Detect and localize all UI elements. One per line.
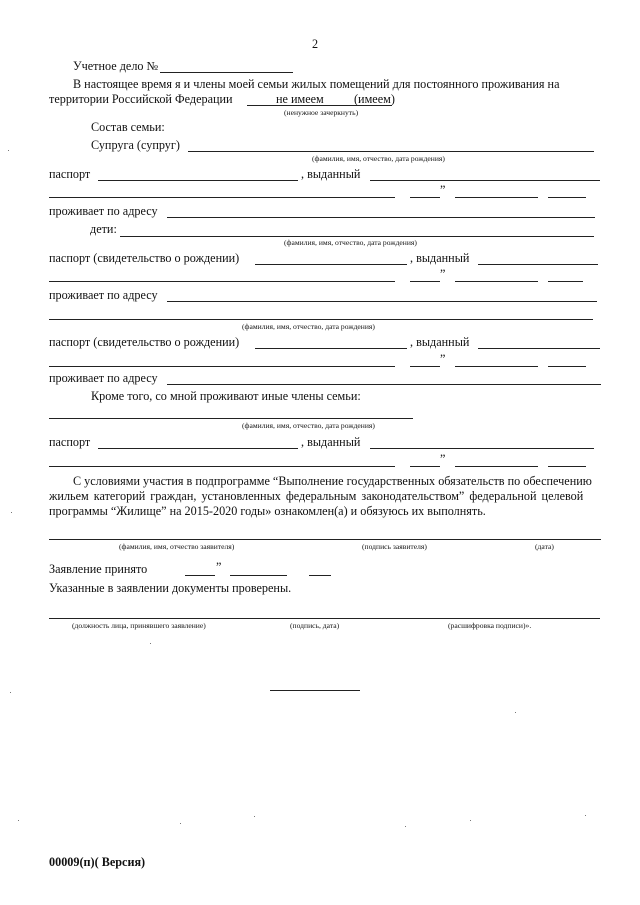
child1-date-month-line[interactable]: [455, 281, 538, 282]
child1-issued-line[interactable]: [478, 264, 598, 265]
children-label: дети:: [90, 222, 117, 236]
spouse-issued-label: , выданный: [301, 167, 361, 181]
accepted-label: Заявление принято: [49, 562, 148, 576]
spouse-issued-by-line[interactable]: [49, 197, 395, 198]
child1-date-day-line[interactable]: [410, 281, 440, 282]
scan-speck: [254, 816, 255, 817]
official-signature-line[interactable]: [49, 618, 600, 619]
accepted-day-line[interactable]: [185, 575, 215, 576]
child1-passport-label: паспорт (свидетельство о рождении): [49, 251, 240, 265]
scan-speck: [515, 712, 516, 713]
housing-option-line: [247, 105, 392, 106]
spouse-date-month-line[interactable]: [455, 197, 538, 198]
other-member-fio-hint: (фамилия, имя, отчество, дата рождения): [242, 421, 375, 430]
other-member-name-line[interactable]: [49, 418, 413, 419]
spouse-address-line[interactable]: [167, 217, 595, 218]
spouse-issued-line[interactable]: [370, 180, 600, 181]
spouse-date-day-line[interactable]: [410, 197, 440, 198]
child2-address-line[interactable]: [167, 384, 601, 385]
conditions-line-2: жильем категорий граждан, установленных федеральным законодательством” федеральной целевой: [49, 489, 584, 503]
child2-passport-label: паспорт (свидетельство о рождении): [49, 335, 240, 349]
child2-date-quote: ”: [440, 352, 446, 366]
child1-fio-hint: (фамилия, имя, отчество, дата рождения): [284, 238, 417, 247]
child1-address-line[interactable]: [167, 301, 597, 302]
spouse-date-year-line[interactable]: [548, 197, 586, 198]
option-none: не имеем: [276, 92, 324, 106]
spouse-date-quote: ”: [440, 183, 446, 197]
child1-issued-by-line[interactable]: [49, 281, 395, 282]
scan-speck: [18, 820, 19, 821]
child2-issued-by-line[interactable]: [49, 366, 395, 367]
other-member-passport-line[interactable]: [98, 448, 298, 449]
scan-speck: [470, 820, 471, 821]
child2-fio-hint: (фамилия, имя, отчество, дата рождения): [242, 322, 375, 331]
official-sign-date-hint: (подпись, дата): [290, 621, 340, 630]
child1-issued-label: , выданный: [410, 251, 470, 265]
child1-name-line[interactable]: [120, 236, 594, 237]
spouse-passport-line[interactable]: [98, 180, 298, 181]
child2-date-month-line[interactable]: [455, 366, 538, 367]
child2-date-year-line[interactable]: [548, 366, 586, 367]
child1-date-quote: ”: [440, 267, 446, 281]
spouse-address-label: проживает по адресу: [49, 204, 158, 218]
scan-speck: [8, 150, 9, 151]
strike-note: (ненужное зачеркнуть): [284, 108, 359, 117]
child1-date-year-line[interactable]: [548, 281, 583, 282]
account-label: Учетное дело №: [73, 59, 159, 73]
scan-speck: [180, 823, 181, 824]
scan-speck: [150, 643, 151, 644]
other-member-date-month-line[interactable]: [455, 466, 538, 467]
intro-line-1: В настоящее время я и члены моей семьи жилых помещений для постоянного проживания на: [73, 77, 560, 91]
spouse-name-line[interactable]: [188, 151, 594, 152]
applicant-fio-hint: (фамилия, имя, отчество заявителя): [119, 542, 235, 551]
other-member-issued-by-line[interactable]: [49, 466, 395, 467]
page-number: 2: [312, 37, 319, 51]
conditions-line-3: программы “Жилище” на 2015-2020 годы» ознакомлен(а) и обязуюсь их выполнять.: [49, 504, 486, 518]
family-heading: Состав семьи:: [91, 120, 165, 134]
scan-speck: [10, 692, 11, 693]
other-member-issued-line[interactable]: [370, 448, 594, 449]
other-members-label: Кроме того, со мной проживают иные члены семьи:: [91, 389, 361, 403]
applicant-date-hint: (дата): [535, 542, 554, 551]
other-member-date-day-line[interactable]: [410, 466, 440, 467]
applicant-signature-line[interactable]: [49, 539, 601, 540]
account-number-line[interactable]: [160, 72, 293, 73]
intro-line-2: территории Российской Федерации: [49, 92, 233, 106]
child2-issued-line[interactable]: [478, 348, 600, 349]
scan-speck: [405, 826, 406, 827]
official-position-hint: (должность лица, принявшего заявление): [72, 621, 206, 630]
other-member-date-year-line[interactable]: [548, 466, 586, 467]
child2-date-day-line[interactable]: [410, 366, 440, 367]
spouse-label: Супруга (супруг): [91, 138, 180, 152]
option-have: (имеем): [354, 92, 395, 106]
child2-name-line[interactable]: [49, 319, 593, 320]
applicant-sign-hint: (подпись заявителя): [362, 542, 427, 551]
accepted-year-line[interactable]: [309, 575, 331, 576]
closing-rule: [270, 690, 360, 691]
accepted-month-line[interactable]: [230, 575, 287, 576]
documents-checked: Указанные в заявлении документы проверены.: [49, 581, 292, 595]
child1-address-label: проживает по адресу: [49, 288, 158, 302]
conditions-line-1: С условиями участия в подпрограмме “Выполнение государственных обязательств по обеспечению: [73, 474, 592, 488]
other-member-date-quote: ”: [440, 452, 446, 466]
child2-address-label: проживает по адресу: [49, 371, 158, 385]
scan-speck: [585, 815, 586, 816]
other-member-issued-label: , выданный: [301, 435, 361, 449]
accepted-quote: ”: [216, 560, 222, 574]
official-decode-hint: (расшифровка подписи)».: [448, 621, 532, 630]
footer-form-code: 00009(п)( Версия): [49, 855, 146, 869]
child1-passport-line[interactable]: [255, 264, 407, 265]
child2-passport-line[interactable]: [255, 348, 407, 349]
other-member-passport-label: паспорт: [49, 435, 91, 449]
child2-issued-label: , выданный: [410, 335, 470, 349]
scan-speck: [11, 512, 12, 513]
spouse-fio-hint: (фамилия, имя, отчество, дата рождения): [312, 154, 445, 163]
spouse-passport-label: паспорт: [49, 167, 91, 181]
